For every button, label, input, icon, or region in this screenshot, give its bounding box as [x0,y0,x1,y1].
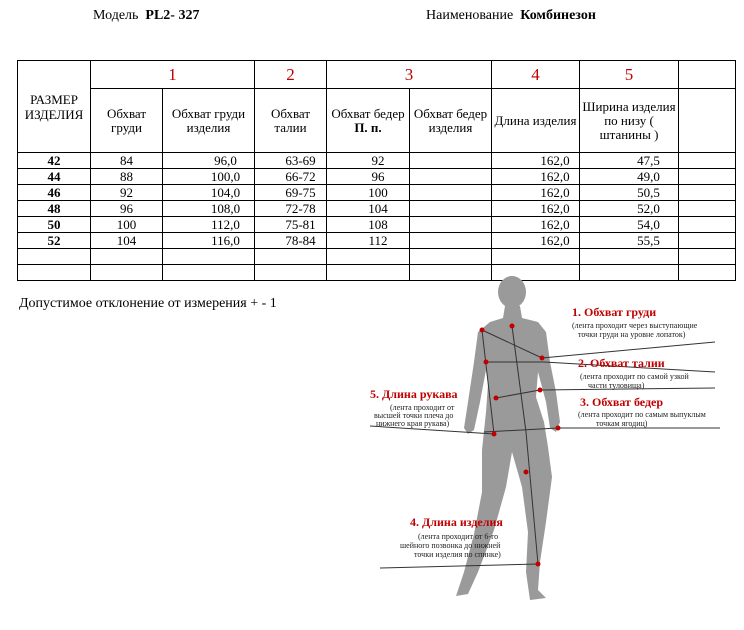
name-label: Наименование [426,8,514,23]
col-hips: Обхват бедер П. п. [327,89,410,153]
cell-hips: 104 [327,201,410,217]
col-empty [679,89,736,153]
col-bust: Обхват груди [91,89,163,153]
size-table [17,60,736,281]
table-row [18,217,736,233]
cell-waist: 75-81 [255,217,327,233]
cell-width: 49,0 [580,169,679,185]
cell-bust: 96 [91,201,163,217]
col-bust-garment: Обхват груди изделия [163,89,255,153]
cell-width: 47,5 [580,153,679,169]
col-waist: Обхват талии [255,89,327,153]
empty-header [679,61,736,89]
annotation-waist-title: 2. Обхват талии [578,356,665,370]
cell-bust-garment: 104,0 [163,185,255,201]
annotation-sleeve-desc-3: нижнего края рукава) [376,419,450,428]
cell-width: 52,0 [580,201,679,217]
annotation-hips-desc-1: (лента проходит по самым выпуклым [578,410,706,419]
cell-empty [679,169,736,185]
cell-empty [327,249,410,265]
cell-width: 54,0 [580,217,679,233]
cell-waist: 78-84 [255,233,327,249]
tolerance-note: Допустимое отклонение от измерения + - 1 [19,296,277,311]
cell-empty [679,233,736,249]
cell-length: 162,0 [492,153,580,169]
cell-hips-garment [410,201,492,217]
cell-bust-garment: 108,0 [163,201,255,217]
annotation-bust-title: 1. Обхват груди [572,305,657,319]
annotation-bust-desc-1: (лента проходит через выступающие [572,321,698,330]
cell-hips: 100 [327,185,410,201]
annotation-sleeve-desc-2: высшей точки плеча до [374,411,454,420]
cell-bust: 92 [91,185,163,201]
cell-size: 50 [18,217,91,233]
table-row [18,185,736,201]
cell-empty [679,249,736,265]
cell-empty [255,249,327,265]
cell-length: 162,0 [492,201,580,217]
cell-waist: 63-69 [255,153,327,169]
cell-width: 50,5 [580,185,679,201]
cell-waist: 72-78 [255,201,327,217]
cell-hips: 108 [327,217,410,233]
cell-empty [679,185,736,201]
table-row [18,153,736,169]
model-label: Модель [93,8,139,23]
cell-size: 44 [18,169,91,185]
cell-size: 46 [18,185,91,201]
cell-waist: 69-75 [255,185,327,201]
cell-empty [18,249,91,265]
cell-hips-garment [410,185,492,201]
annotation-waist-desc-2: части туловища) [588,381,645,390]
cell-hips: 112 [327,233,410,249]
cell-width: 55,5 [580,233,679,249]
cell-size: 52 [18,233,91,249]
annotation-hips-desc-2: точкам ягодиц) [596,419,648,428]
cell-empty [580,249,679,265]
cell-bust: 104 [91,233,163,249]
group-number-4: 4 [492,61,580,89]
model-value: PL2- 327 [145,8,200,23]
group-number-3: 3 [327,61,492,89]
col-hips-garment: Обхват бедер изделия [410,89,492,153]
cell-length: 162,0 [492,217,580,233]
cell-empty [163,265,255,281]
cell-empty [679,201,736,217]
cell-length: 162,0 [492,233,580,249]
cell-bust: 100 [91,217,163,233]
annotation-length-title: 4. Длина изделия [410,515,503,529]
group-number-1: 1 [91,61,255,89]
cell-bust: 88 [91,169,163,185]
group-number-2: 2 [255,61,327,89]
cell-empty [492,249,580,265]
cell-hips: 92 [327,153,410,169]
cell-empty [679,153,736,169]
cell-bust: 84 [91,153,163,169]
group-number-row [18,61,736,89]
cell-empty [410,249,492,265]
cell-bust-garment: 116,0 [163,233,255,249]
cell-hips-garment [410,153,492,169]
table-row [18,233,736,249]
cell-waist: 66-72 [255,169,327,185]
cell-bust-garment: 112,0 [163,217,255,233]
name-value: Комбинезон [520,8,596,23]
col-length: Длина изделия [492,89,580,153]
cell-hips-garment [410,233,492,249]
table-row [18,201,736,217]
col-width: Ширина изделия по низу ( штанины ) [580,89,679,153]
cell-length: 162,0 [492,169,580,185]
cell-hips: 96 [327,169,410,185]
cell-size: 48 [18,201,91,217]
annotation-length-desc-1: (лента проходит от 6-го [418,532,499,541]
annotation-hips-title: 3. Обхват бедер [580,395,664,409]
cell-empty [91,265,163,281]
cell-empty [91,249,163,265]
cell-empty [163,249,255,265]
cell-length: 162,0 [492,185,580,201]
annotation-waist-desc-1: (лента проходит по самой узкой [580,372,689,381]
size-header: РАЗМЕР ИЗДЕЛИЯ [18,61,91,153]
model-line [93,8,199,24]
cell-hips-garment [410,217,492,233]
column-header-row [18,89,736,153]
annotation-sleeve-desc-1: (лента проходит от [390,403,455,412]
name-line [426,8,596,24]
annotation-sleeve-title: 5. Длина рукава [370,387,458,401]
cell-empty [679,217,736,233]
cell-size: 42 [18,153,91,169]
annotation-length-desc-2: шейного позвонка до нижней [400,541,501,550]
cell-empty [18,265,91,281]
annotation-length-desc-3: точки изделия по спинке) [414,550,501,559]
cell-bust-garment: 100,0 [163,169,255,185]
cell-bust-garment: 96,0 [163,153,255,169]
measurement-figure [360,272,740,612]
group-number-5: 5 [580,61,679,89]
cell-hips-garment [410,169,492,185]
empty-row [18,249,736,265]
table-row [18,169,736,185]
annotation-bust-desc-2: точки груди на уровне лопаток) [578,330,686,339]
cell-empty [255,265,327,281]
